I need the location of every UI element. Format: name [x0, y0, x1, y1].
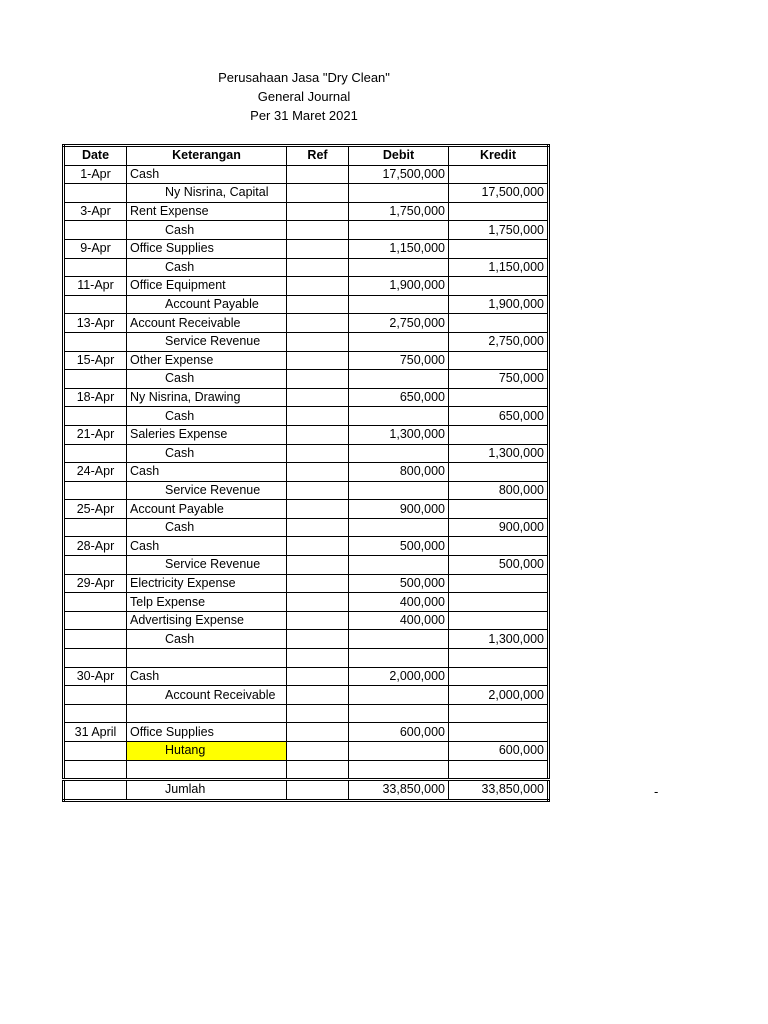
table-row [64, 463, 549, 482]
date-cell[interactable]: 28-Apr [64, 537, 127, 556]
ref-cell[interactable] [287, 742, 349, 761]
table-row [64, 518, 549, 537]
keterangan-cell[interactable]: Account Receivable [127, 314, 287, 333]
date-cell[interactable]: 21-Apr [64, 425, 127, 444]
kredit-cell[interactable] [449, 425, 549, 444]
ref-cell[interactable] [287, 351, 349, 370]
kredit-cell[interactable] [449, 463, 549, 482]
kredit-cell[interactable]: 2,750,000 [449, 332, 549, 351]
date-cell[interactable] [64, 649, 127, 668]
table-row [64, 500, 549, 519]
date-cell[interactable]: 1-Apr [64, 165, 127, 184]
keterangan-cell[interactable]: Cash [127, 630, 287, 649]
date-cell[interactable]: 29-Apr [64, 574, 127, 593]
keterangan-cell[interactable]: Cash [127, 258, 287, 277]
date-cell[interactable] [64, 221, 127, 240]
kredit-cell[interactable]: 1,750,000 [449, 221, 549, 240]
keterangan-cell[interactable]: Cash [127, 463, 287, 482]
ref-cell[interactable] [287, 574, 349, 593]
ref-cell[interactable] [287, 165, 349, 184]
date-cell[interactable] [64, 444, 127, 463]
kredit-cell[interactable]: 900,000 [449, 518, 549, 537]
date-cell[interactable] [64, 630, 127, 649]
ref-cell[interactable] [287, 184, 349, 203]
column-header-debit[interactable]: Debit [349, 146, 449, 166]
kredit-cell[interactable] [449, 537, 549, 556]
ref-cell[interactable] [287, 407, 349, 426]
keterangan-cell[interactable]: Account Receivable [127, 686, 287, 705]
kredit-cell[interactable] [449, 239, 549, 258]
ref-cell[interactable] [287, 444, 349, 463]
keterangan-cell[interactable]: Cash [127, 165, 287, 184]
debit-cell[interactable] [349, 481, 449, 500]
date-cell[interactable] [64, 295, 127, 314]
date-cell[interactable]: 24-Apr [64, 463, 127, 482]
ref-cell[interactable] [287, 686, 349, 705]
ref-cell[interactable] [287, 723, 349, 742]
table-row [64, 723, 549, 742]
table-row [64, 184, 549, 203]
debit-cell[interactable]: 400,000 [349, 611, 449, 630]
debit-cell[interactable] [349, 444, 449, 463]
debit-cell[interactable]: 2,750,000 [349, 314, 449, 333]
ref-cell[interactable] [287, 388, 349, 407]
debit-cell[interactable]: 1,150,000 [349, 239, 449, 258]
kredit-cell[interactable] [449, 593, 549, 612]
ref-cell[interactable] [287, 593, 349, 612]
ref-cell[interactable] [287, 221, 349, 240]
report-header [60, 68, 548, 125]
table-row [64, 370, 549, 389]
kredit-cell[interactable] [449, 723, 549, 742]
table-row [64, 388, 549, 407]
debit-cell[interactable] [349, 630, 449, 649]
kredit-cell[interactable] [449, 574, 549, 593]
date-cell[interactable]: 13-Apr [64, 314, 127, 333]
kredit-cell[interactable] [449, 277, 549, 296]
table-row [64, 537, 549, 556]
debit-cell[interactable]: 400,000 [349, 593, 449, 612]
date-cell[interactable]: 9-Apr [64, 239, 127, 258]
keterangan-cell[interactable]: Ny Nisrina, Capital [127, 184, 287, 203]
report-period: Per 31 Maret 2021 [250, 108, 358, 123]
ref-cell[interactable] [287, 611, 349, 630]
table-row [64, 667, 549, 686]
table-row [64, 444, 549, 463]
keterangan-cell[interactable]: Cash [127, 537, 287, 556]
date-cell[interactable] [64, 760, 127, 780]
keterangan-cell[interactable]: Account Payable [127, 500, 287, 519]
company-name: Perusahaan Jasa "Dry Clean" [218, 70, 390, 85]
ref-cell[interactable] [287, 295, 349, 314]
keterangan-cell[interactable]: Rent Expense [127, 202, 287, 221]
date-cell[interactable] [64, 556, 127, 575]
keterangan-cell[interactable]: Saleries Expense [127, 425, 287, 444]
ref-cell[interactable] [287, 500, 349, 519]
debit-cell[interactable]: 1,300,000 [349, 425, 449, 444]
keterangan-cell[interactable]: Office Supplies [127, 239, 287, 258]
keterangan-cell[interactable]: Cash [127, 518, 287, 537]
kredit-cell[interactable]: 1,300,000 [449, 444, 549, 463]
ref-cell[interactable] [287, 332, 349, 351]
total-ref-cell[interactable] [287, 780, 349, 801]
table-row [64, 593, 549, 612]
table-row [64, 277, 549, 296]
debit-cell[interactable] [349, 407, 449, 426]
ref-cell[interactable] [287, 704, 349, 723]
debit-cell[interactable]: 1,900,000 [349, 277, 449, 296]
table-row [64, 481, 549, 500]
date-cell[interactable]: 25-Apr [64, 500, 127, 519]
table-row [64, 649, 549, 668]
keterangan-cell[interactable]: Advertising Expense [127, 611, 287, 630]
kredit-cell[interactable]: 750,000 [449, 370, 549, 389]
ref-cell[interactable] [287, 649, 349, 668]
total-row [64, 780, 549, 801]
date-cell[interactable]: 30-Apr [64, 667, 127, 686]
kredit-cell[interactable] [449, 314, 549, 333]
date-cell[interactable] [64, 258, 127, 277]
column-header-kredit[interactable]: Kredit [449, 146, 549, 166]
table-row [64, 295, 549, 314]
keterangan-cell[interactable] [127, 649, 287, 668]
debit-cell[interactable] [349, 686, 449, 705]
keterangan-cell[interactable]: Office Supplies [127, 723, 287, 742]
keterangan-cell[interactable]: Electricity Expense [127, 574, 287, 593]
keterangan-cell[interactable]: Cash [127, 221, 287, 240]
keterangan-cell[interactable]: Office Equipment [127, 277, 287, 296]
keterangan-cell[interactable]: Other Expense [127, 351, 287, 370]
debit-cell[interactable]: 750,000 [349, 351, 449, 370]
table-row [64, 760, 549, 780]
kredit-cell[interactable]: 650,000 [449, 407, 549, 426]
kredit-cell[interactable]: 1,300,000 [449, 630, 549, 649]
ref-cell[interactable] [287, 760, 349, 780]
debit-cell[interactable]: 1,750,000 [349, 202, 449, 221]
journal-body [64, 165, 549, 780]
debit-cell[interactable]: 2,000,000 [349, 667, 449, 686]
total-kredit-cell[interactable]: 33,850,000 [449, 780, 549, 801]
ref-cell[interactable] [287, 425, 349, 444]
debit-cell[interactable] [349, 221, 449, 240]
table-row [64, 556, 549, 575]
ref-cell[interactable] [287, 277, 349, 296]
table-row [64, 239, 549, 258]
table-row [64, 704, 549, 723]
kredit-cell[interactable] [449, 500, 549, 519]
debit-cell[interactable]: 650,000 [349, 388, 449, 407]
column-header-date[interactable]: Date [64, 146, 127, 166]
ref-cell[interactable] [287, 202, 349, 221]
date-cell[interactable] [64, 370, 127, 389]
debit-cell[interactable]: 17,500,000 [349, 165, 449, 184]
total-debit-cell[interactable]: 33,850,000 [349, 780, 449, 801]
kredit-cell[interactable]: 600,000 [449, 742, 549, 761]
ref-cell[interactable] [287, 556, 349, 575]
debit-cell[interactable]: 900,000 [349, 500, 449, 519]
debit-cell[interactable] [349, 258, 449, 277]
kredit-cell[interactable] [449, 611, 549, 630]
debit-cell[interactable]: 800,000 [349, 463, 449, 482]
ref-cell[interactable] [287, 463, 349, 482]
debit-cell[interactable] [349, 556, 449, 575]
kredit-cell[interactable] [449, 202, 549, 221]
debit-cell[interactable] [349, 518, 449, 537]
ref-cell[interactable] [287, 630, 349, 649]
table-row [64, 425, 549, 444]
debit-cell[interactable] [349, 184, 449, 203]
date-cell[interactable]: 11-Apr [64, 277, 127, 296]
date-cell[interactable]: 15-Apr [64, 351, 127, 370]
keterangan-cell[interactable]: Cash [127, 667, 287, 686]
keterangan-cell[interactable] [127, 760, 287, 780]
debit-cell[interactable]: 500,000 [349, 574, 449, 593]
side-dash-mark: - [654, 784, 659, 799]
keterangan-cell[interactable]: Ny Nisrina, Drawing [127, 388, 287, 407]
keterangan-cell[interactable]: Cash [127, 370, 287, 389]
debit-cell[interactable] [349, 742, 449, 761]
date-cell[interactable]: 3-Apr [64, 202, 127, 221]
kredit-cell[interactable]: 1,150,000 [449, 258, 549, 277]
date-cell[interactable] [64, 518, 127, 537]
date-cell[interactable] [64, 686, 127, 705]
debit-cell[interactable]: 500,000 [349, 537, 449, 556]
table-header-row [64, 146, 549, 166]
date-cell[interactable]: 31 April [64, 723, 127, 742]
table-row [64, 630, 549, 649]
kredit-cell[interactable]: 17,500,000 [449, 184, 549, 203]
debit-cell[interactable] [349, 370, 449, 389]
kredit-cell[interactable] [449, 351, 549, 370]
debit-cell[interactable] [349, 649, 449, 668]
date-cell[interactable] [64, 407, 127, 426]
kredit-cell[interactable] [449, 165, 549, 184]
keterangan-cell[interactable]: Telp Expense [127, 593, 287, 612]
table-row [64, 202, 549, 221]
table-row [64, 611, 549, 630]
kredit-cell[interactable] [449, 667, 549, 686]
date-cell[interactable] [64, 704, 127, 723]
date-cell[interactable] [64, 742, 127, 761]
debit-cell[interactable] [349, 760, 449, 780]
kredit-cell[interactable] [449, 704, 549, 723]
keterangan-cell[interactable]: Cash [127, 444, 287, 463]
debit-cell[interactable] [349, 704, 449, 723]
kredit-cell[interactable] [449, 760, 549, 780]
column-header-ref[interactable]: Ref [287, 146, 349, 166]
table-row [64, 165, 549, 184]
keterangan-cell[interactable]: Service Revenue [127, 481, 287, 500]
total-label-cell[interactable]: Jumlah [127, 780, 287, 801]
table-row [64, 258, 549, 277]
date-cell[interactable] [64, 593, 127, 612]
date-cell[interactable] [64, 481, 127, 500]
keterangan-cell[interactable]: Service Revenue [127, 332, 287, 351]
date-cell[interactable] [64, 184, 127, 203]
ref-cell[interactable] [287, 667, 349, 686]
report-title: General Journal [257, 89, 351, 104]
table-row [64, 574, 549, 593]
ref-cell[interactable] [287, 537, 349, 556]
keterangan-cell[interactable] [127, 704, 287, 723]
kredit-cell[interactable]: 2,000,000 [449, 686, 549, 705]
ref-cell[interactable] [287, 518, 349, 537]
ref-cell[interactable] [287, 481, 349, 500]
kredit-cell[interactable] [449, 388, 549, 407]
table-row [64, 221, 549, 240]
table-row [64, 351, 549, 370]
total-date-cell[interactable] [64, 780, 127, 801]
ref-cell[interactable] [287, 258, 349, 277]
date-cell[interactable]: 18-Apr [64, 388, 127, 407]
date-cell[interactable] [64, 332, 127, 351]
general-journal-table [62, 144, 550, 802]
debit-cell[interactable]: 600,000 [349, 723, 449, 742]
ref-cell[interactable] [287, 239, 349, 258]
table-row [64, 407, 549, 426]
kredit-cell[interactable]: 500,000 [449, 556, 549, 575]
keterangan-cell[interactable]: Account Payable [127, 295, 287, 314]
table-row [64, 314, 549, 333]
kredit-cell[interactable]: 800,000 [449, 481, 549, 500]
ref-cell[interactable] [287, 314, 349, 333]
table-row [64, 686, 549, 705]
debit-cell[interactable] [349, 295, 449, 314]
table-row [64, 742, 549, 761]
keterangan-cell[interactable]: Hutang [127, 742, 287, 761]
keterangan-cell[interactable]: Cash [127, 407, 287, 426]
ref-cell[interactable] [287, 370, 349, 389]
table-row [64, 332, 549, 351]
date-cell[interactable] [64, 611, 127, 630]
debit-cell[interactable] [349, 332, 449, 351]
keterangan-cell[interactable]: Service Revenue [127, 556, 287, 575]
kredit-cell[interactable] [449, 649, 549, 668]
kredit-cell[interactable]: 1,900,000 [449, 295, 549, 314]
column-header-keterangan[interactable]: Keterangan [127, 146, 287, 166]
